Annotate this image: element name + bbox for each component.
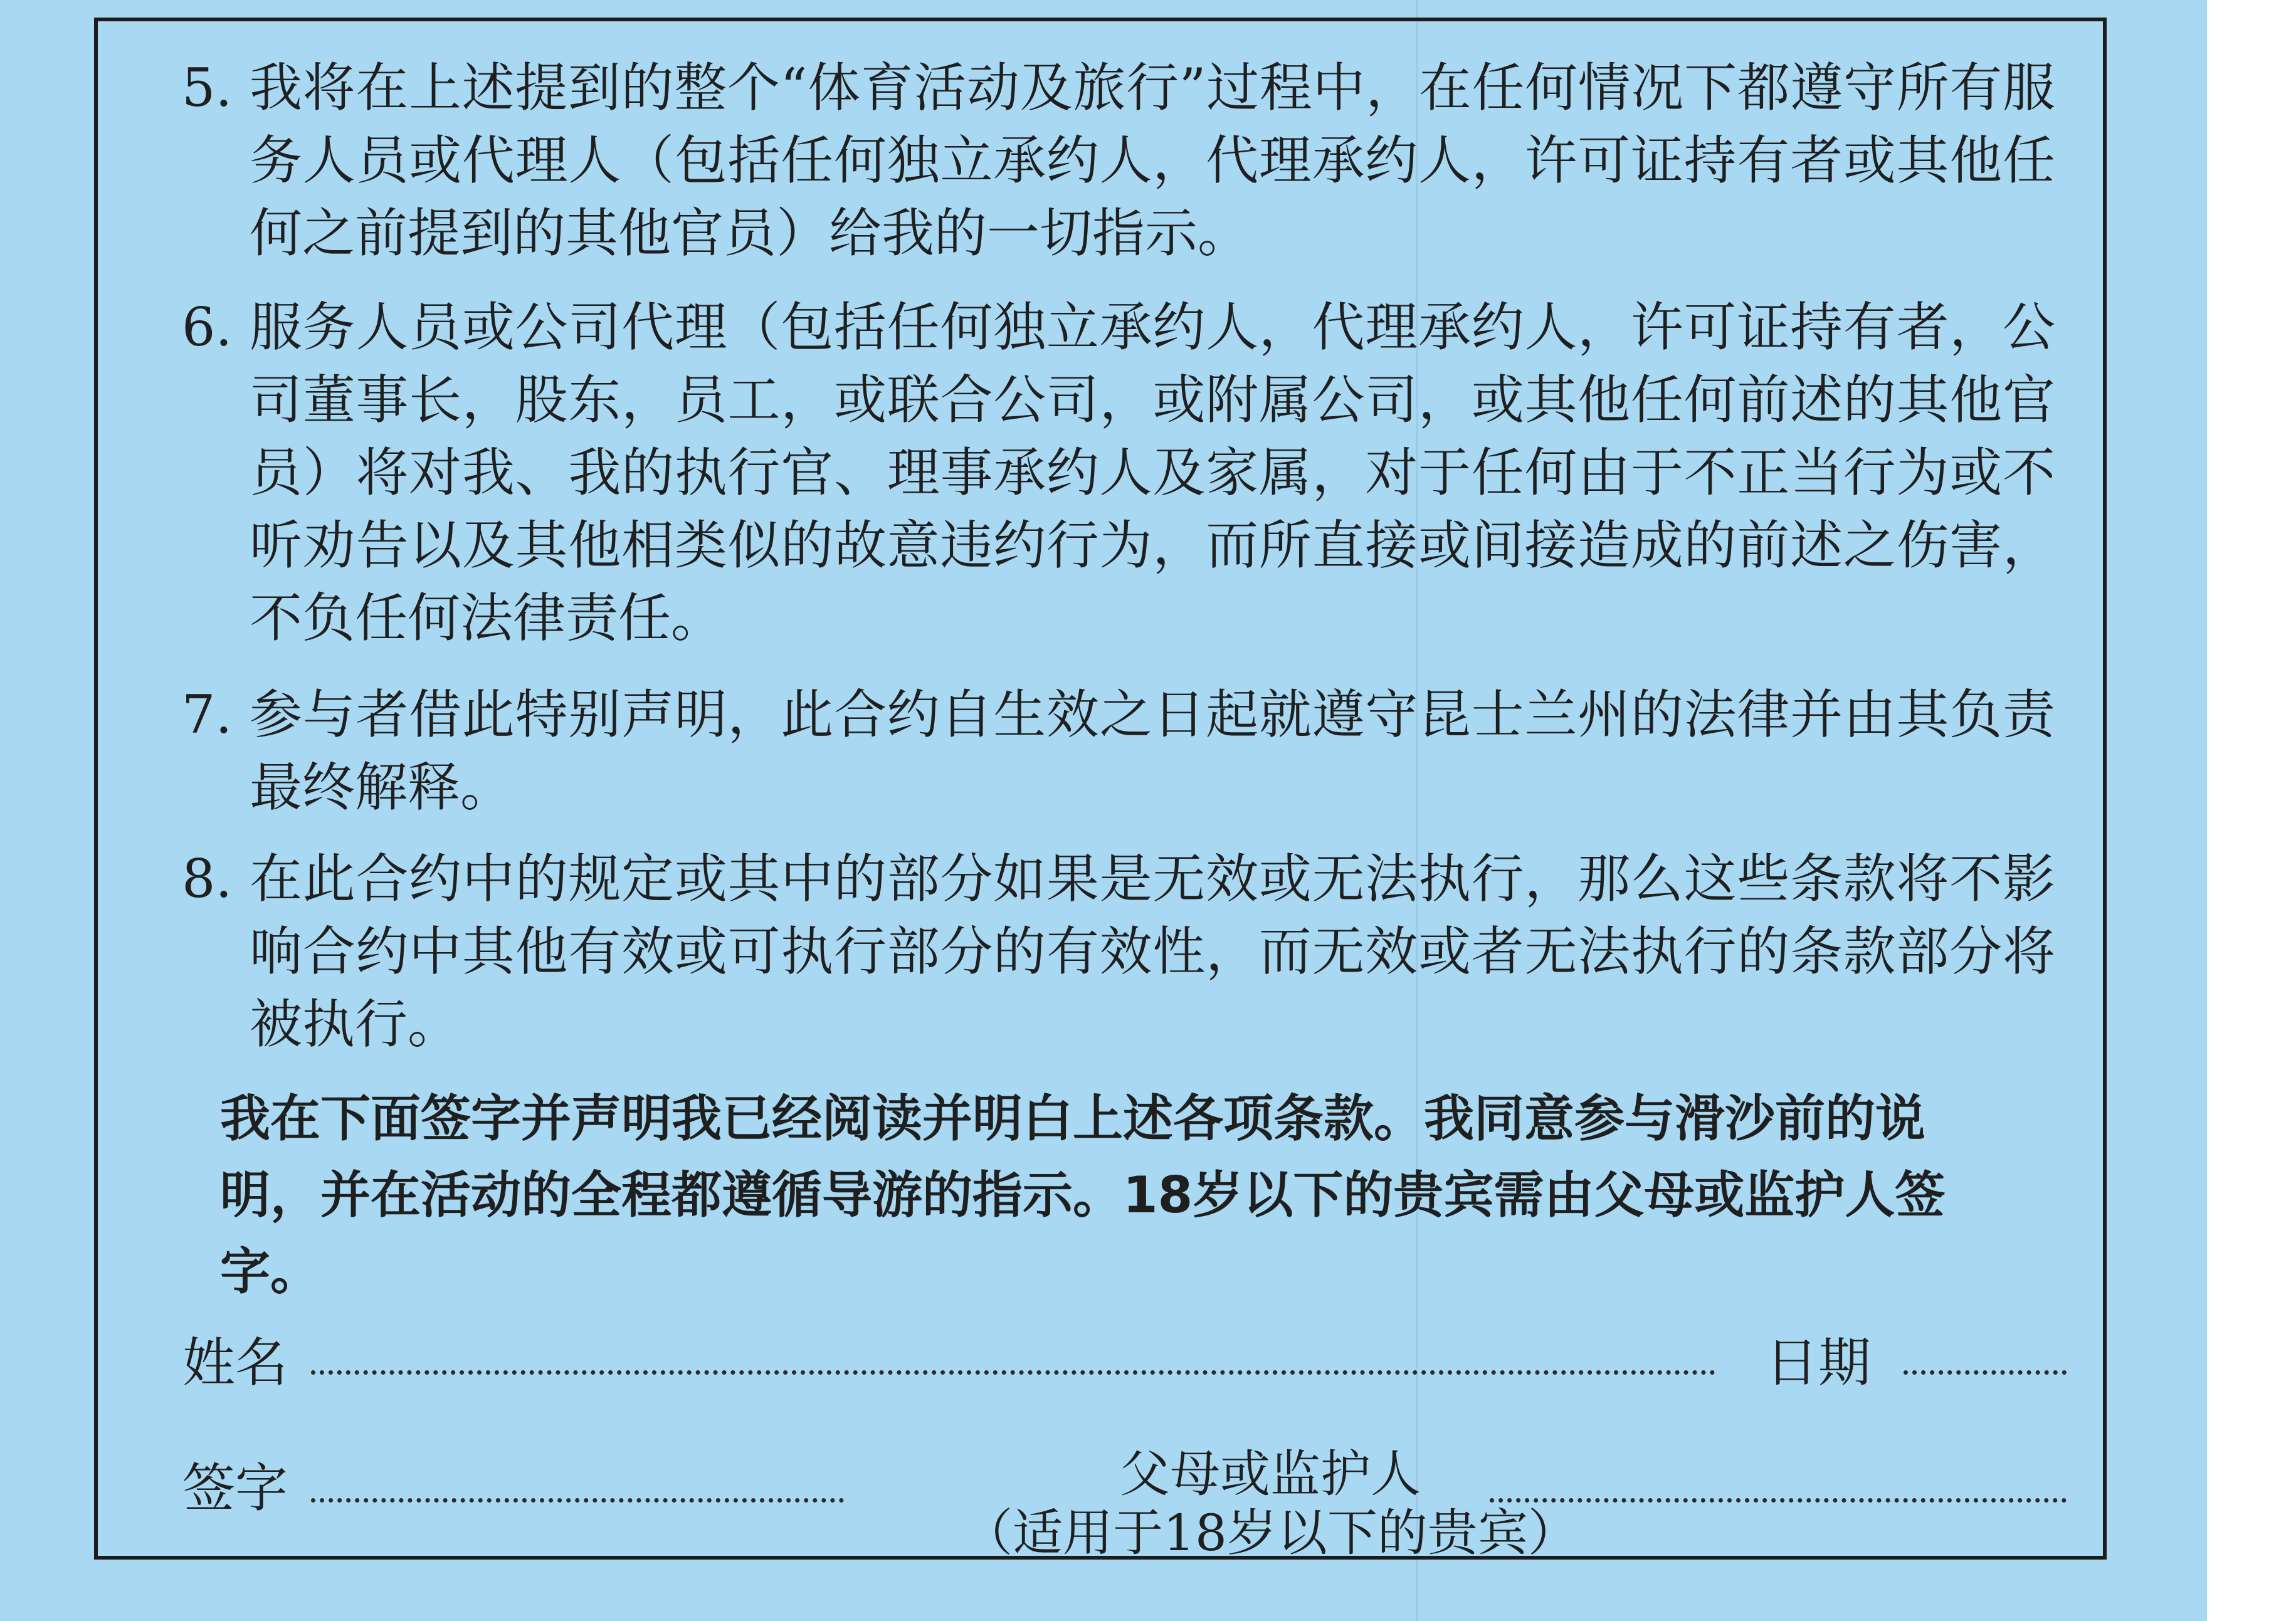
guardian-label: 父母或监护人 <box>1120 1445 1421 1503</box>
clause-number: 7. <box>182 684 233 745</box>
guardian-age-note: （适用于18岁以下的贵宾） <box>962 1504 1578 1562</box>
guardian-signature-field[interactable] <box>1490 1498 2067 1503</box>
waiver-border-frame <box>94 18 2107 1560</box>
name-label: 姓名 <box>182 1332 288 1393</box>
signature-declaration: 我在下面签字并声明我已经阅读并明白上述各项条款。我同意参与滑沙前的说明，并在活动的全程都遵循导游的指示。18岁以下的贵宾需由父母或监护人签字。 <box>220 1089 1946 1301</box>
clause-text: 参与者借此特别声明，此合约自生效之日起就遵守昆士兰州的法律并由其负责最终解释。 <box>250 684 2055 818</box>
name-field[interactable] <box>311 1370 1715 1375</box>
signature-label: 签字 <box>182 1457 288 1519</box>
date-field[interactable] <box>1904 1370 2067 1375</box>
participant-signature-field[interactable] <box>311 1498 844 1503</box>
clause-text: 服务人员或公司代理（包括任何独立承约人，代理承约人，许可证持有者，公司董事长，股东，员工，或联合公司，或附属公司，或其他任何前述的其他官员）将对我、我的执行官、理事承约人及家属，对于任何由于不正当行为或不听劝告以及其他相类似的故意违约行为，而所直接或间接造成的前述之伤害，不负任何法律责任。 <box>250 296 2055 649</box>
clause-number: 8. <box>182 848 233 910</box>
date-label: 日期 <box>1766 1332 1872 1393</box>
clause-number: 5. <box>182 57 233 118</box>
clause-text: 我将在上述提到的整个“体育活动及旅行”过程中，在任何情况下都遵守所有服务人员或代理人（包括任何独立承约人，代理承约人，许可证持有者或其他任何之前提到的其他官员）给我的一切指示。 <box>250 57 2055 264</box>
clause-text: 在此合约中的规定或其中的部分如果是无效或无法执行，那么这些条款将不影响合约中其他有效或可执行部分的有效性，而无效或者无法执行的条款部分将被执行。 <box>250 848 2055 1055</box>
clause-number: 6. <box>182 296 233 358</box>
